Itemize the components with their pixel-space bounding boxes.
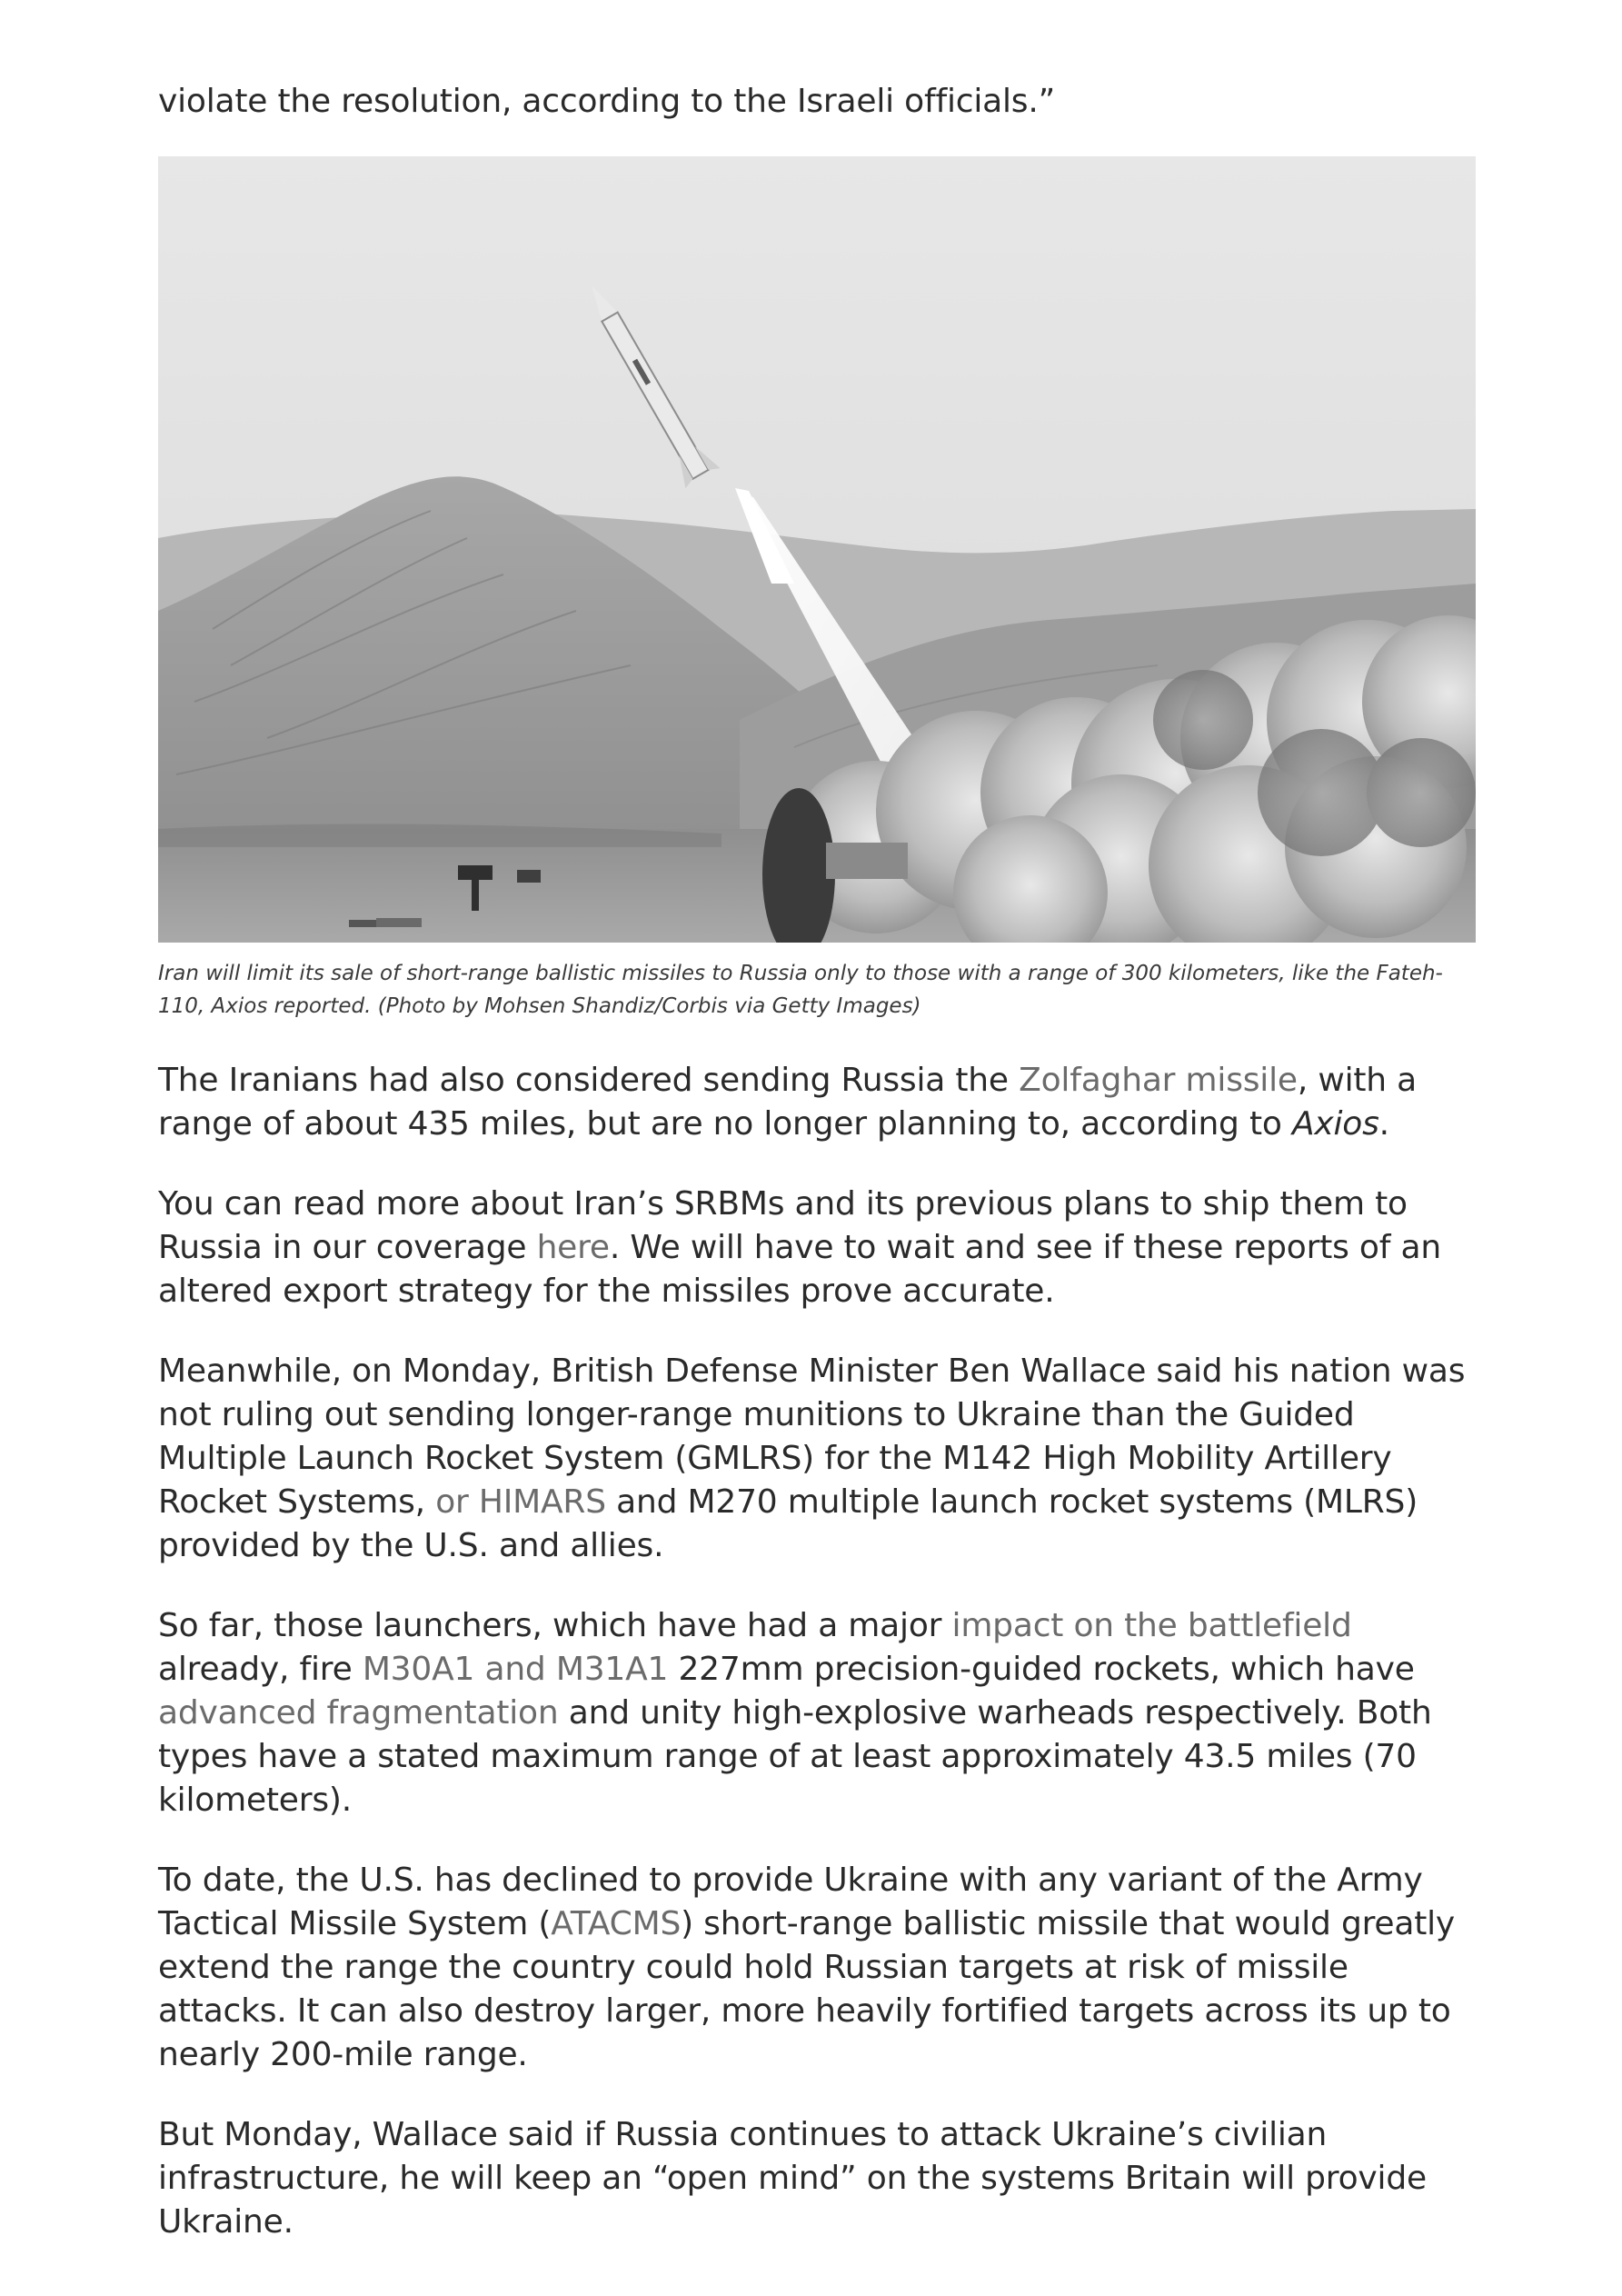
paragraph-text: , with a range of about 435 miles, but are no longer planning to, according to — [158, 1062, 1418, 1143]
article-body — [158, 1059, 1476, 2281]
paragraph-text: . — [1378, 1105, 1389, 1143]
paragraph-text: already, fire — [158, 1651, 363, 1688]
paragraph-text: But Monday, Wallace said if Russia continues to attack Ukraine’s civilian infrastructure, he will keep an “open mind” on the systems Britain will provide Ukraine. — [158, 2116, 1427, 2241]
article-figure — [158, 156, 1476, 1023]
paragraph-1 — [158, 1059, 1476, 1146]
publication-name: Axios — [1291, 1105, 1379, 1143]
paragraph-4 — [158, 1604, 1476, 1822]
paragraph-6 — [158, 2113, 1476, 2244]
paragraph-text: To date, the U.S. has declined to provide Ukraine with any variant of the Army Tactical Missile System ( — [158, 1862, 1423, 1942]
link-zolfaghar-missile[interactable]: Zolfaghar missile — [1019, 1062, 1298, 1099]
missile-launch-photo — [158, 156, 1476, 943]
article — [158, 0, 1476, 2241]
paragraph-text: 227mm precision-guided rockets, which have — [668, 1651, 1415, 1688]
lead-paragraph-tail: violate the resolution, according to the Israeli officials.” — [158, 83, 1056, 120]
paragraph-text: and M270 multiple launch rocket systems (MLRS) provided by the U.S. and allies. — [158, 1483, 1418, 1564]
link-atacms[interactable]: ATACMS — [551, 1905, 682, 1942]
link-coverage-here[interactable]: here — [536, 1229, 610, 1266]
paragraph-text: ) short-range ballistic missile that would greatly extend the range the country could hold Russian targets at risk of missile attacks. It can also destroy larger, more heavily fortified targets across its up to nearly 200-mile range. — [158, 1905, 1456, 2073]
link-impact-on-battlefield[interactable]: impact on the battlefield — [951, 1607, 1352, 1644]
paragraph-text: and unity high-explosive warheads respectively. Both types have a stated maximum range of at least approximately 43.5 miles (70 kilometers). — [158, 1694, 1432, 1819]
paragraph-5 — [158, 1859, 1476, 2077]
paragraph-2 — [158, 1183, 1476, 1313]
paragraph-text: Meanwhile, on Monday, British Defense Minister Ben Wallace said his nation was not ruling out sending longer-range munitions to Ukraine than the Guided Multiple Launch Rocket System (GMLRS) for the M142 High Mobility Artillery Rocket Systems, — [158, 1353, 1466, 1521]
paragraph-text: You can read more about Iran’s SRBMs and its previous plans to ship them to Russia in our coverage — [158, 1185, 1408, 1266]
paragraph-text: The Iranians had also considered sending Russia the — [158, 1062, 1020, 1099]
figure-caption: Iran will limit its sale of short-range ballistic missiles to Russia only to those with a range of 300 kilometers, like the Fateh-110, Axios reported. (Photo by Mohsen Shandiz/Corbis via Getty Images) — [158, 962, 1443, 1018]
paragraph-text: So far, those launchers, which have had a major — [158, 1607, 952, 1644]
link-himars[interactable]: or HIMARS — [435, 1483, 606, 1521]
paragraph-3 — [158, 1350, 1476, 1568]
link-advanced-fragmentation[interactable]: advanced fragmentation — [158, 1694, 559, 1732]
paragraph-text: . We will have to wait and see if these reports of an altered export strategy for the missiles prove accurate. — [158, 1229, 1441, 1310]
link-m30a1-m31a1[interactable]: M30A1 and M31A1 — [362, 1651, 669, 1688]
